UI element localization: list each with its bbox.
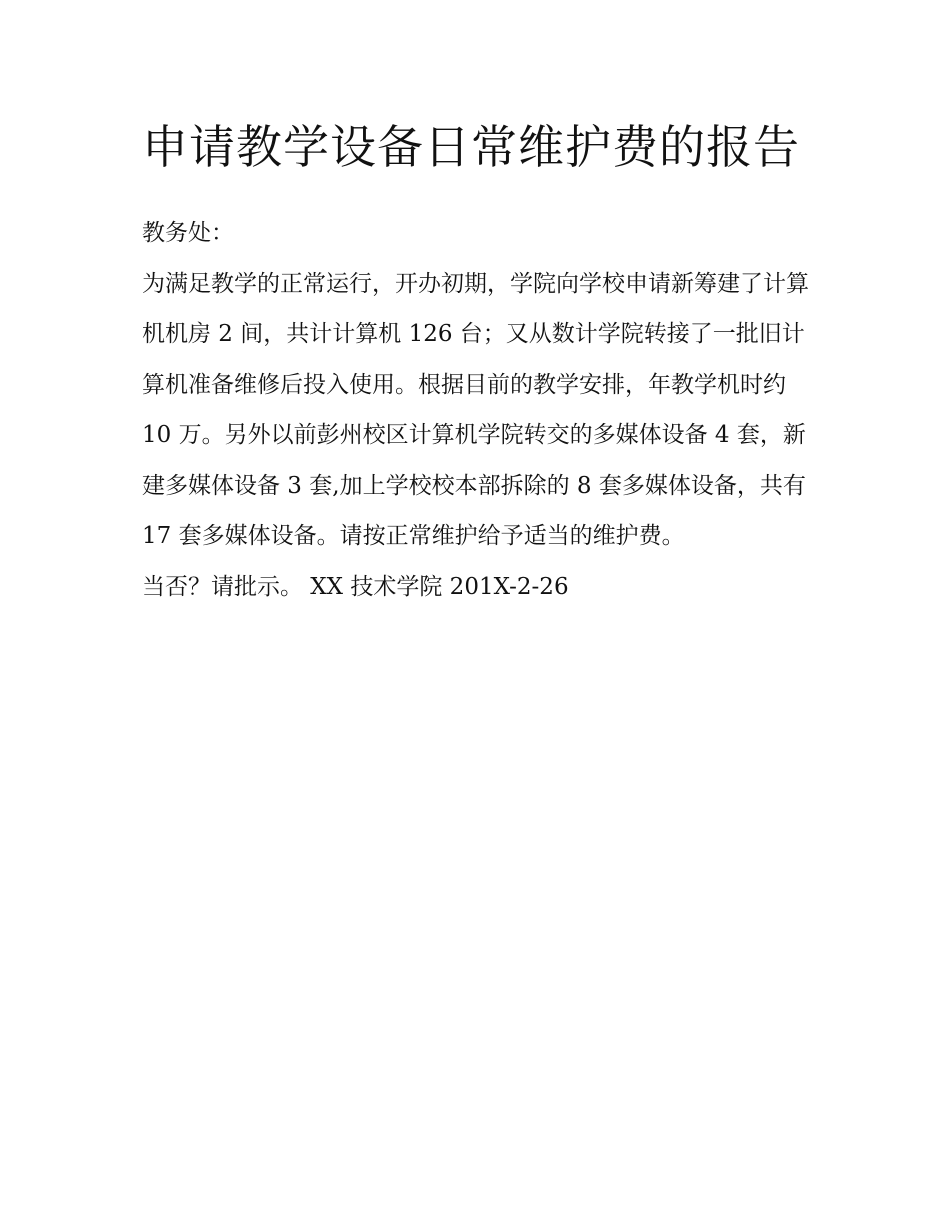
document-title: 申请教学设备日常维护费的报告 bbox=[142, 120, 800, 174]
document-page bbox=[142, 108, 814, 612]
closing-line: 当否？请批示。 XX 技术学院 201X-2-26 bbox=[142, 573, 569, 600]
document-body bbox=[142, 208, 814, 612]
body-paragraph: 为满足教学的正常运行，开办初期，学院向学校申请新筹建了计算机机房 2 间，共计计算机 126 台；又从数计学院转接了一批旧计算机准备维修后投入使用。根据目前的教学安排，年教学机时约 10 万。另外以前彭州校区计算机学院转交的多媒体设备 4 套，新建多媒体设备 3 套,加上学校校本部拆除的 8 套多媒体设备，共有 17 套多媒体设备。请按正常维护给予适当的维护费。 bbox=[142, 270, 809, 549]
salutation: 教务处： bbox=[142, 220, 234, 246]
